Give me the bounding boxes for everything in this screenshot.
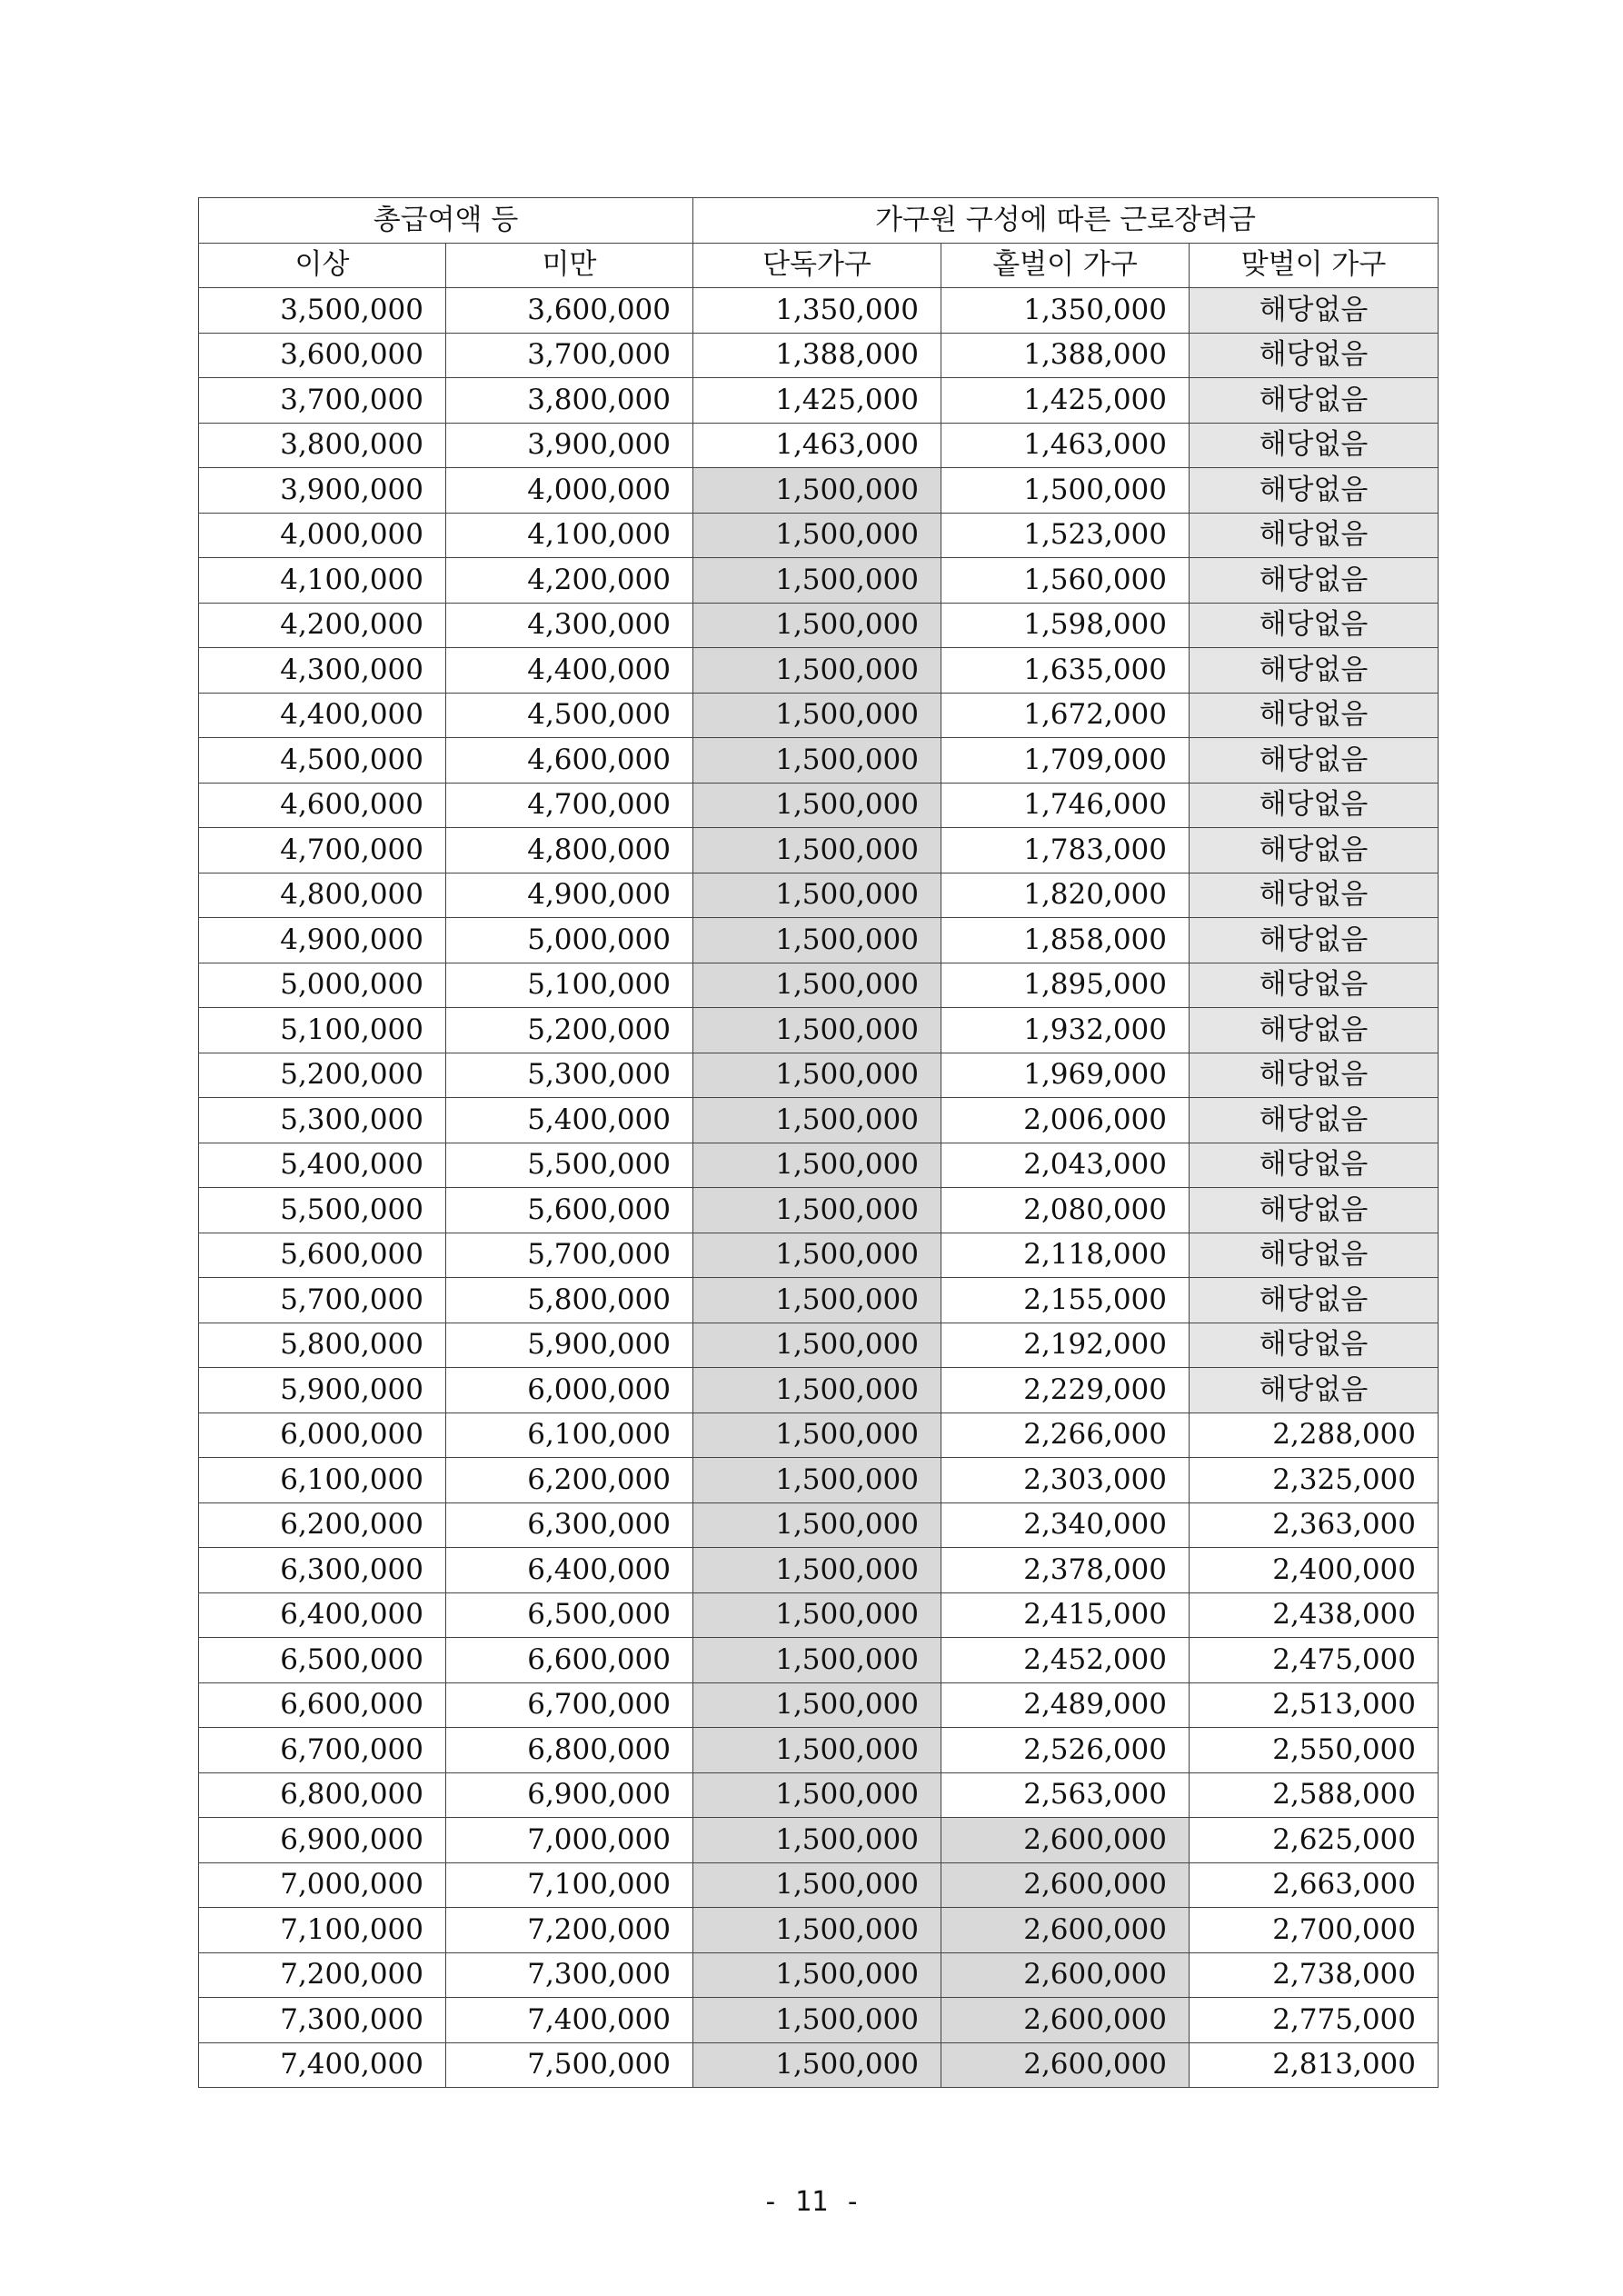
table-row [199, 693, 1439, 738]
cell-single: 1,463,000 [693, 423, 941, 468]
column-header-min: 이상 [199, 243, 446, 288]
cell-dual-earner: 해당없음 [1190, 873, 1439, 918]
cell-min: 5,200,000 [199, 1053, 446, 1098]
cell-min: 4,200,000 [199, 603, 446, 648]
cell-max: 6,800,000 [446, 1728, 693, 1773]
cell-max: 6,200,000 [446, 1458, 693, 1503]
cell-single: 1,500,000 [693, 603, 941, 648]
cell-max: 6,600,000 [446, 1638, 693, 1683]
cell-max: 6,500,000 [446, 1592, 693, 1638]
cell-max: 4,600,000 [446, 738, 693, 784]
cell-max: 5,800,000 [446, 1278, 693, 1323]
cell-single: 1,500,000 [693, 1502, 941, 1548]
cell-min: 7,400,000 [199, 2042, 446, 2088]
cell-max: 6,400,000 [446, 1548, 693, 1593]
cell-one-earner: 2,340,000 [941, 1502, 1190, 1548]
cell-dual-earner: 해당없음 [1190, 648, 1439, 694]
cell-single: 1,500,000 [693, 1008, 941, 1053]
table-row [199, 1188, 1439, 1233]
cell-dual-earner: 해당없음 [1190, 828, 1439, 873]
cell-min: 3,500,000 [199, 288, 446, 334]
column-header-dual-earner: 맞벌이 가구 [1190, 243, 1439, 288]
table-row [199, 918, 1439, 963]
cell-max: 4,500,000 [446, 693, 693, 738]
cell-max: 5,100,000 [446, 963, 693, 1008]
cell-dual-earner: 2,663,000 [1190, 1862, 1439, 1908]
column-header-max: 미만 [446, 243, 693, 288]
cell-min: 4,500,000 [199, 738, 446, 784]
cell-max: 7,200,000 [446, 1908, 693, 1953]
cell-dual-earner: 2,400,000 [1190, 1548, 1439, 1593]
cell-single: 1,500,000 [693, 1368, 941, 1413]
cell-one-earner: 1,969,000 [941, 1053, 1190, 1098]
cell-single: 1,500,000 [693, 1548, 941, 1593]
cell-min: 6,200,000 [199, 1502, 446, 1548]
cell-max: 3,900,000 [446, 423, 693, 468]
cell-single: 1,500,000 [693, 1143, 941, 1188]
table-row [199, 1368, 1439, 1413]
cell-single: 1,500,000 [693, 1592, 941, 1638]
cell-one-earner: 2,600,000 [941, 1908, 1190, 1953]
table-row [199, 783, 1439, 828]
cell-min: 4,300,000 [199, 648, 446, 694]
cell-single: 1,500,000 [693, 693, 941, 738]
cell-single: 1,425,000 [693, 378, 941, 424]
cell-dual-earner: 해당없음 [1190, 1278, 1439, 1323]
cell-dual-earner: 2,475,000 [1190, 1638, 1439, 1683]
cell-min: 5,700,000 [199, 1278, 446, 1323]
cell-min: 5,100,000 [199, 1008, 446, 1053]
cell-single: 1,500,000 [693, 828, 941, 873]
cell-max: 4,200,000 [446, 558, 693, 604]
cell-min: 5,800,000 [199, 1323, 446, 1368]
cell-min: 6,700,000 [199, 1728, 446, 1773]
cell-max: 4,100,000 [446, 513, 693, 558]
table-row [199, 1458, 1439, 1503]
cell-one-earner: 2,600,000 [941, 1952, 1190, 1998]
cell-min: 4,400,000 [199, 693, 446, 738]
cell-min: 6,900,000 [199, 1818, 446, 1863]
cell-max: 4,000,000 [446, 468, 693, 514]
cell-single: 1,500,000 [693, 468, 941, 514]
cell-one-earner: 1,746,000 [941, 783, 1190, 828]
cell-dual-earner: 해당없음 [1190, 1053, 1439, 1098]
table-row [199, 2042, 1439, 2088]
cell-max: 5,600,000 [446, 1188, 693, 1233]
cell-max: 5,900,000 [446, 1323, 693, 1368]
cell-single: 1,500,000 [693, 513, 941, 558]
cell-dual-earner: 해당없음 [1190, 918, 1439, 963]
table-row [199, 828, 1439, 873]
table-row [199, 1008, 1439, 1053]
cell-max: 3,700,000 [446, 333, 693, 378]
cell-min: 3,800,000 [199, 423, 446, 468]
cell-single: 1,500,000 [693, 1098, 941, 1143]
table-row [199, 1053, 1439, 1098]
cell-min: 5,000,000 [199, 963, 446, 1008]
cell-single: 1,500,000 [693, 1682, 941, 1728]
cell-single: 1,500,000 [693, 1233, 941, 1278]
cell-one-earner: 2,155,000 [941, 1278, 1190, 1323]
cell-max: 5,300,000 [446, 1053, 693, 1098]
cell-single: 1,500,000 [693, 1728, 941, 1773]
header-group-row [199, 198, 1439, 244]
cell-single: 1,500,000 [693, 1952, 941, 1998]
cell-one-earner: 2,266,000 [941, 1413, 1190, 1458]
cell-max: 7,400,000 [446, 1998, 693, 2043]
cell-max: 4,400,000 [446, 648, 693, 694]
cell-single: 1,500,000 [693, 1908, 941, 1953]
cell-dual-earner: 2,363,000 [1190, 1502, 1439, 1548]
cell-dual-earner: 해당없음 [1190, 378, 1439, 424]
cell-one-earner: 2,043,000 [941, 1143, 1190, 1188]
cell-one-earner: 1,635,000 [941, 648, 1190, 694]
cell-max: 3,600,000 [446, 288, 693, 334]
cell-max: 5,000,000 [446, 918, 693, 963]
table-row [199, 1098, 1439, 1143]
table-row [199, 1682, 1439, 1728]
cell-dual-earner: 2,813,000 [1190, 2042, 1439, 2088]
cell-min: 4,100,000 [199, 558, 446, 604]
cell-max: 6,300,000 [446, 1502, 693, 1548]
table-row [199, 1502, 1439, 1548]
table-row [199, 378, 1439, 424]
cell-one-earner: 1,463,000 [941, 423, 1190, 468]
table-row [199, 468, 1439, 514]
cell-max: 4,700,000 [446, 783, 693, 828]
table-row [199, 288, 1439, 334]
cell-one-earner: 2,600,000 [941, 1998, 1190, 2043]
cell-one-earner: 2,229,000 [941, 1368, 1190, 1413]
cell-min: 6,800,000 [199, 1772, 446, 1818]
cell-single: 1,500,000 [693, 1413, 941, 1458]
cell-min: 5,400,000 [199, 1143, 446, 1188]
cell-dual-earner: 2,550,000 [1190, 1728, 1439, 1773]
table-body [199, 288, 1439, 2088]
cell-max: 4,800,000 [446, 828, 693, 873]
cell-one-earner: 1,895,000 [941, 963, 1190, 1008]
cell-single: 1,500,000 [693, 783, 941, 828]
table-row [199, 1818, 1439, 1863]
cell-min: 5,500,000 [199, 1188, 446, 1233]
cell-one-earner: 2,303,000 [941, 1458, 1190, 1503]
cell-single: 1,500,000 [693, 2042, 941, 2088]
table-row [199, 1233, 1439, 1278]
cell-max: 7,000,000 [446, 1818, 693, 1863]
cell-one-earner: 1,560,000 [941, 558, 1190, 604]
cell-one-earner: 1,388,000 [941, 333, 1190, 378]
cell-dual-earner: 해당없음 [1190, 1008, 1439, 1053]
table-row [199, 1772, 1439, 1818]
header-incentive-by-household: 가구원 구성에 따른 근로장려금 [693, 198, 1439, 244]
cell-max: 6,700,000 [446, 1682, 693, 1728]
cell-dual-earner: 해당없음 [1190, 558, 1439, 604]
table-row [199, 738, 1439, 784]
cell-dual-earner: 2,738,000 [1190, 1952, 1439, 1998]
table-row [199, 1998, 1439, 2043]
table-row [199, 1862, 1439, 1908]
cell-one-earner: 1,858,000 [941, 918, 1190, 963]
cell-dual-earner: 해당없음 [1190, 1233, 1439, 1278]
table-row [199, 1638, 1439, 1683]
cell-single: 1,500,000 [693, 648, 941, 694]
table-row [199, 1592, 1439, 1638]
cell-dual-earner: 2,700,000 [1190, 1908, 1439, 1953]
cell-one-earner: 2,378,000 [941, 1548, 1190, 1593]
cell-min: 6,000,000 [199, 1413, 446, 1458]
cell-max: 7,100,000 [446, 1862, 693, 1908]
table-row [199, 1548, 1439, 1593]
cell-min: 6,600,000 [199, 1682, 446, 1728]
cell-min: 7,200,000 [199, 1952, 446, 1998]
cell-min: 7,100,000 [199, 1908, 446, 1953]
cell-single: 1,500,000 [693, 1458, 941, 1503]
cell-dual-earner: 2,775,000 [1190, 1998, 1439, 2043]
cell-min: 3,700,000 [199, 378, 446, 424]
cell-max: 5,200,000 [446, 1008, 693, 1053]
incentive-table [198, 197, 1439, 2088]
cell-one-earner: 1,672,000 [941, 693, 1190, 738]
cell-single: 1,500,000 [693, 1818, 941, 1863]
cell-min: 4,600,000 [199, 783, 446, 828]
table-row [199, 648, 1439, 694]
cell-min: 6,100,000 [199, 1458, 446, 1503]
cell-one-earner: 1,932,000 [941, 1008, 1190, 1053]
cell-max: 6,000,000 [446, 1368, 693, 1413]
cell-max: 7,500,000 [446, 2042, 693, 2088]
table-row [199, 873, 1439, 918]
table-row [199, 1143, 1439, 1188]
cell-single: 1,500,000 [693, 738, 941, 784]
cell-one-earner: 2,489,000 [941, 1682, 1190, 1728]
cell-max: 7,300,000 [446, 1952, 693, 1998]
cell-one-earner: 1,598,000 [941, 603, 1190, 648]
cell-max: 3,800,000 [446, 378, 693, 424]
cell-max: 4,300,000 [446, 603, 693, 648]
cell-min: 4,000,000 [199, 513, 446, 558]
cell-single: 1,500,000 [693, 1772, 941, 1818]
cell-single: 1,500,000 [693, 1998, 941, 2043]
cell-dual-earner: 해당없음 [1190, 1188, 1439, 1233]
cell-one-earner: 2,118,000 [941, 1233, 1190, 1278]
table-row [199, 1278, 1439, 1323]
cell-dual-earner: 해당없음 [1190, 513, 1439, 558]
table-row [199, 1413, 1439, 1458]
cell-one-earner: 1,425,000 [941, 378, 1190, 424]
cell-dual-earner: 2,325,000 [1190, 1458, 1439, 1503]
cell-min: 7,000,000 [199, 1862, 446, 1908]
cell-min: 4,700,000 [199, 828, 446, 873]
cell-min: 6,500,000 [199, 1638, 446, 1683]
cell-one-earner: 2,600,000 [941, 1862, 1190, 1908]
cell-dual-earner: 해당없음 [1190, 423, 1439, 468]
table-row [199, 963, 1439, 1008]
cell-min: 4,800,000 [199, 873, 446, 918]
cell-min: 5,600,000 [199, 1233, 446, 1278]
table-row [199, 603, 1439, 648]
cell-single: 1,500,000 [693, 1862, 941, 1908]
cell-dual-earner: 해당없음 [1190, 693, 1439, 738]
cell-single: 1,500,000 [693, 873, 941, 918]
cell-dual-earner: 해당없음 [1190, 738, 1439, 784]
cell-min: 5,900,000 [199, 1368, 446, 1413]
cell-dual-earner: 해당없음 [1190, 333, 1439, 378]
cell-dual-earner: 해당없음 [1190, 1143, 1439, 1188]
cell-single: 1,500,000 [693, 1638, 941, 1683]
cell-min: 6,400,000 [199, 1592, 446, 1638]
cell-dual-earner: 2,513,000 [1190, 1682, 1439, 1728]
cell-max: 4,900,000 [446, 873, 693, 918]
column-header-one-earner: 홑벌이 가구 [941, 243, 1190, 288]
cell-min: 3,900,000 [199, 468, 446, 514]
cell-one-earner: 2,006,000 [941, 1098, 1190, 1143]
cell-min: 3,600,000 [199, 333, 446, 378]
cell-min: 7,300,000 [199, 1998, 446, 2043]
cell-one-earner: 2,563,000 [941, 1772, 1190, 1818]
cell-one-earner: 1,523,000 [941, 513, 1190, 558]
cell-max: 6,100,000 [446, 1413, 693, 1458]
cell-one-earner: 2,192,000 [941, 1323, 1190, 1368]
cell-one-earner: 1,783,000 [941, 828, 1190, 873]
cell-single: 1,500,000 [693, 918, 941, 963]
table-row [199, 513, 1439, 558]
column-header-single: 단독가구 [693, 243, 941, 288]
table-row [199, 1323, 1439, 1368]
cell-dual-earner: 2,438,000 [1190, 1592, 1439, 1638]
cell-dual-earner: 해당없음 [1190, 1368, 1439, 1413]
cell-one-earner: 2,452,000 [941, 1638, 1190, 1683]
table-row [199, 558, 1439, 604]
cell-one-earner: 2,415,000 [941, 1592, 1190, 1638]
header-total-pay: 총급여액 등 [199, 198, 693, 244]
cell-one-earner: 1,709,000 [941, 738, 1190, 784]
cell-dual-earner: 해당없음 [1190, 1098, 1439, 1143]
cell-one-earner: 1,500,000 [941, 468, 1190, 514]
cell-dual-earner: 해당없음 [1190, 1323, 1439, 1368]
cell-one-earner: 1,820,000 [941, 873, 1190, 918]
table-row [199, 333, 1439, 378]
cell-dual-earner: 2,288,000 [1190, 1413, 1439, 1458]
cell-min: 6,300,000 [199, 1548, 446, 1593]
cell-one-earner: 2,080,000 [941, 1188, 1190, 1233]
cell-max: 5,700,000 [446, 1233, 693, 1278]
page-number: - 11 - [762, 2186, 861, 2218]
cell-dual-earner: 2,588,000 [1190, 1772, 1439, 1818]
cell-dual-earner: 해당없음 [1190, 468, 1439, 514]
table-row [199, 1952, 1439, 1998]
cell-one-earner: 1,350,000 [941, 288, 1190, 334]
cell-single: 1,350,000 [693, 288, 941, 334]
table-row [199, 1908, 1439, 1953]
cell-one-earner: 2,526,000 [941, 1728, 1190, 1773]
cell-max: 6,900,000 [446, 1772, 693, 1818]
table-row [199, 423, 1439, 468]
cell-max: 5,500,000 [446, 1143, 693, 1188]
cell-dual-earner: 2,625,000 [1190, 1818, 1439, 1863]
cell-dual-earner: 해당없음 [1190, 783, 1439, 828]
table-row [199, 1728, 1439, 1773]
cell-min: 5,300,000 [199, 1098, 446, 1143]
cell-single: 1,500,000 [693, 1188, 941, 1233]
cell-single: 1,500,000 [693, 1053, 941, 1098]
cell-single: 1,388,000 [693, 333, 941, 378]
cell-single: 1,500,000 [693, 1278, 941, 1323]
cell-dual-earner: 해당없음 [1190, 288, 1439, 334]
cell-max: 5,400,000 [446, 1098, 693, 1143]
cell-dual-earner: 해당없음 [1190, 963, 1439, 1008]
cell-one-earner: 2,600,000 [941, 2042, 1190, 2088]
cell-single: 1,500,000 [693, 963, 941, 1008]
cell-single: 1,500,000 [693, 558, 941, 604]
cell-single: 1,500,000 [693, 1323, 941, 1368]
cell-one-earner: 2,600,000 [941, 1818, 1190, 1863]
header-column-row [199, 243, 1439, 288]
table-header [199, 198, 1439, 288]
cell-dual-earner: 해당없음 [1190, 603, 1439, 648]
cell-min: 4,900,000 [199, 918, 446, 963]
